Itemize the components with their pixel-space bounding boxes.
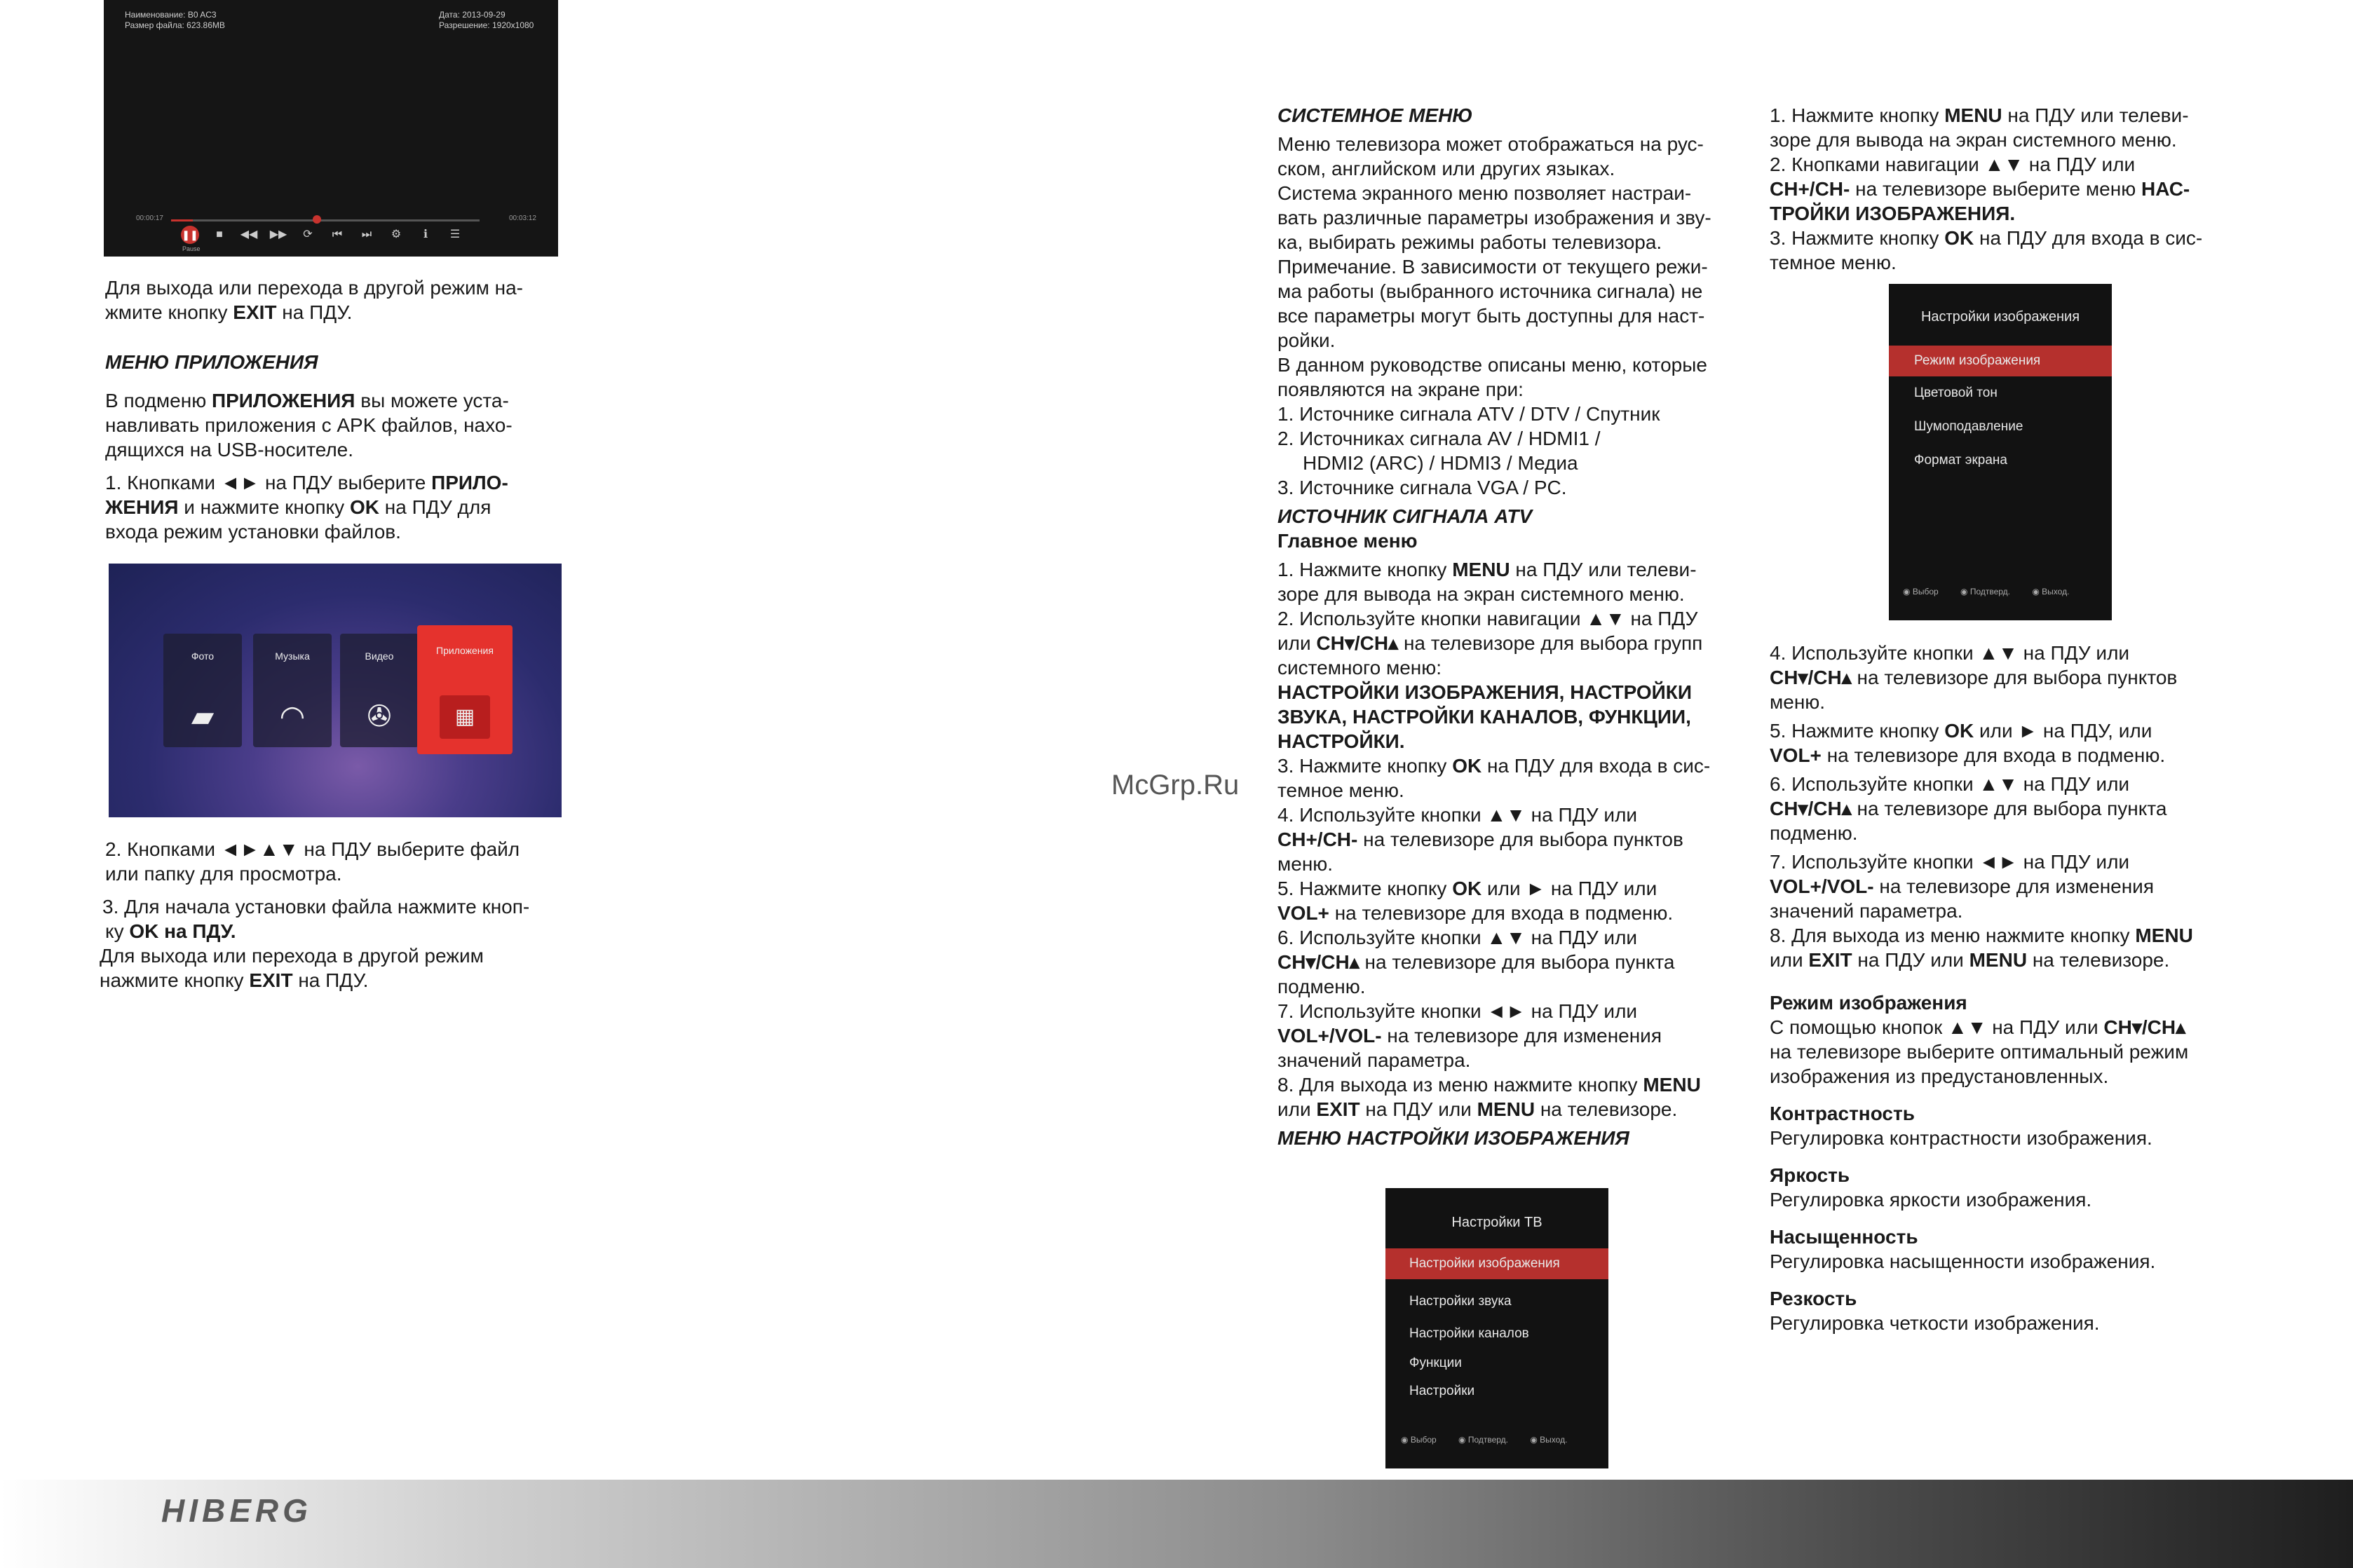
brightness-text: Регулировка яркости изображения. — [1770, 1189, 2092, 1211]
pic-step3-cont: темное меню. — [1770, 252, 1897, 273]
pic-step7: 7. Используйте кнопки ◄► на ПДУ или — [1770, 851, 2130, 873]
step1-line-c: входа режим установки файлов. — [105, 521, 401, 543]
pic-step5: 5. Нажмите кнопку OK или ► на ПДУ, или — [1770, 720, 2152, 742]
step3-line-b: ку OK на ПДУ. — [105, 920, 236, 942]
atv-step6-cont: подменю. — [1277, 976, 1366, 997]
pic-step1: 1. Нажмите кнопку MENU на ПДУ или телеви- — [1770, 104, 2189, 126]
atv-step2: 2. Используйте кнопки навигации ▲▼ на ПДУ — [1277, 608, 1698, 629]
atv-step3: 3. Нажмите кнопку OK на ПДУ для входа в сис- — [1277, 755, 1711, 777]
pic-step6: 6. Используйте кнопки ▲▼ на ПДУ или — [1770, 773, 2130, 795]
pic-step4: 4. Используйте кнопки ▲▼ на ПДУ или — [1770, 642, 2130, 664]
atv-step5-cont: VOL+ на телевизоре для входа в подменю. — [1277, 902, 1674, 924]
pic-step6-cont: подменю. — [1770, 822, 1858, 844]
sharpness-text: Регулировка четкости изображения. — [1770, 1312, 2100, 1334]
sys-text-line: ма работы (выбранного источника сигнала) не — [1277, 280, 1703, 302]
menu-footer — [1903, 587, 2089, 596]
heading-contrast: Контрастность — [1770, 1103, 1915, 1124]
atv-step4-cont: CH+/CH- на телевизоре для выбора пунктов — [1277, 829, 1683, 850]
heading-picture-mode: Режим изображения — [1770, 992, 1967, 1014]
heading-saturation: Насыщенность — [1770, 1226, 1918, 1248]
atv-step1: 1. Нажмите кнопку MENU на ПДУ или телеви- — [1277, 559, 1697, 580]
menu-item-picture-mode[interactable]: Режим изображения — [1889, 346, 2112, 376]
pic-step4-cont: CH▾/CH▴ на телевизоре для выбора пунктов — [1770, 667, 2178, 688]
settings-icon[interactable]: ⚙ — [391, 229, 402, 240]
step3-line-a: 3. Для начала установки файла нажмите кноп- — [102, 896, 530, 918]
apps-intro-line-b: навливать приложения с APK файлов, нахо- — [105, 414, 513, 436]
atv-step3-cont: темное меню. — [1277, 779, 1404, 801]
atv-step7-cont: VOL+/VOL- на телевизоре для изменения — [1277, 1025, 1662, 1047]
column-left — [105, 275, 582, 544]
tile-photo[interactable]: Фото ▰ — [163, 634, 242, 747]
atv-step8: 8. Для выхода из меню нажмите кнопку MENU — [1277, 1074, 1701, 1096]
step1-line-a: 1. Кнопками ◄► на ПДУ выберите ПРИЛО- — [105, 472, 508, 493]
heading-apps-menu: МЕНЮ ПРИЛОЖЕНИЯ — [105, 351, 318, 373]
pic-step3: 3. Нажмите кнопку OK на ПДУ для входа в сис- — [1770, 227, 2203, 249]
sys-text-line: ройки. — [1277, 329, 1336, 351]
sys-text-line: HDMI2 (ARC) / HDMI3 / Медиа — [1303, 452, 1578, 474]
sys-text-line: вать различные параметры изображения и зву- — [1277, 207, 1711, 229]
pause-label: Pause — [182, 245, 201, 252]
sys-text-line: Примечание. В зависимости от текущего режи- — [1277, 256, 1708, 278]
step2-line-b: или папку для просмотра. — [105, 863, 342, 885]
pic-step8-cont: или EXIT на ПДУ или MENU на телевизоре. — [1770, 949, 2170, 971]
pic-step6-cont: CH▾/CH▴ на телевизоре для выбора пункта — [1770, 798, 2167, 819]
file-resolution-line: Разрешение: 1920x1080 — [439, 20, 534, 30]
atv-step2-cont: системного меню: — [1277, 657, 1442, 679]
time-total: 00:03:12 — [509, 214, 536, 222]
footer-gradient-bar — [0, 1480, 2353, 1568]
atv-step1-cont: зоре для вывода на экран системного меню. — [1277, 583, 1685, 605]
pic-step7-cont: VOL+/VOL- на телевизоре для изменения — [1770, 875, 2154, 897]
tv-settings-menu-screenshot — [1385, 1188, 1608, 1468]
step1-line-b: ЖЕНИЯ и нажмите кнопку OK на ПДУ для — [105, 496, 491, 518]
menu-item-color-tone[interactable]: Цветовой тон — [1914, 386, 1998, 400]
menu-item-functions[interactable]: Функции — [1409, 1356, 1462, 1370]
heading-system-menu: СИСТЕМНОЕ МЕНЮ — [1277, 104, 1473, 126]
picture-mode-text: изображения из предустановленных. — [1770, 1065, 2109, 1087]
select-hint: ◉ Выбор — [1903, 587, 1939, 596]
progress-fill — [171, 219, 193, 221]
atv-step7-cont: значений параметра. — [1277, 1049, 1471, 1071]
pause-icon[interactable]: ❚❚ — [181, 226, 199, 244]
atv-step6: 6. Используйте кнопки ▲▼ на ПДУ или — [1277, 927, 1638, 948]
photo-icon: ▰ — [191, 700, 215, 732]
heading-brightness: Яркость — [1770, 1164, 1850, 1186]
atv-step2-groups: НАСТРОЙКИ. — [1277, 730, 1405, 752]
pic-step2-cont: CH+/CH- на телевизоре выберите меню НАС- — [1770, 178, 2190, 200]
sys-text-line: Система экранного меню позволяет настраи- — [1277, 182, 1692, 204]
list-icon[interactable]: ☰ — [449, 229, 461, 240]
pic-step2: 2. Кнопками навигации ▲▼ на ПДУ или — [1770, 154, 2136, 175]
column-middle — [1277, 103, 1754, 1150]
confirm-hint: ◉ Подтверд. — [1458, 1435, 1509, 1445]
heading-atv-source: ИСТОЧНИК СИГНАЛА ATV — [1277, 505, 1533, 527]
file-name-line: Наименование: B0 AC3 — [125, 10, 217, 20]
pic-step5-cont: VOL+ на телевизоре для входа в подменю. — [1770, 744, 2166, 766]
rewind-icon[interactable]: ◀◀ — [240, 229, 258, 240]
file-date-line: Дата: 2013-09-29 — [439, 10, 506, 20]
media-player-screenshot — [104, 0, 558, 257]
exit-note-2-line-a: Для выхода или перехода в другой режим — [100, 945, 484, 967]
picture-mode-text: на телевизоре выберите оптимальный режим — [1770, 1041, 2189, 1063]
heading-sharpness: Резкость — [1770, 1288, 1857, 1309]
pic-step1-cont: зоре для вывода на экран системного меню. — [1770, 129, 2177, 151]
player-controls — [181, 226, 545, 252]
menu-item-settings[interactable]: Настройки — [1409, 1384, 1475, 1398]
next-icon[interactable]: ⏭ — [361, 229, 372, 240]
sys-text-line: все параметры могут быть доступны для наст- — [1277, 305, 1705, 327]
apps-intro-line-a: В подменю ПРИЛОЖЕНИЯ вы можете уста- — [105, 390, 509, 411]
pic-step4-cont: меню. — [1770, 691, 1826, 713]
column-left-lower — [100, 837, 582, 993]
menu-item-noise-reduction[interactable]: Шумоподавление — [1914, 419, 2023, 434]
picture-settings-menu-screenshot — [1889, 284, 2112, 620]
sys-text-line: Меню телевизора может отображаться на рус- — [1277, 133, 1704, 155]
film-reel-icon: ✇ — [367, 700, 392, 732]
exit-note-1-line-a: Для выхода или перехода в другой режим на- — [105, 277, 523, 299]
menu-item-aspect-ratio[interactable]: Формат экрана — [1914, 453, 2007, 468]
file-size-line: Размер файла: 623.86MB — [125, 20, 225, 30]
menu-title: Настройки изображения — [1920, 309, 2080, 325]
heading-picture-settings-menu: МЕНЮ НАСТРОЙКИ ИЗОБРАЖЕНИЯ — [1277, 1127, 1629, 1149]
atv-step4: 4. Используйте кнопки ▲▼ на ПДУ или — [1277, 804, 1638, 826]
watermark: McGrp.Ru — [1111, 770, 1240, 800]
time-elapsed: 00:00:17 — [136, 214, 163, 222]
exit-note-1-line-b: жмите кнопку EXIT на ПДУ. — [105, 301, 353, 323]
applications-icon: ▦ — [440, 695, 490, 739]
forward-icon[interactable]: ▶▶ — [269, 229, 287, 240]
headphones-icon: ◠ — [279, 700, 306, 732]
sys-text-line: ском, английском или других языках. — [1277, 158, 1615, 179]
progress-bar[interactable] — [171, 219, 480, 221]
menu-item-sound-settings[interactable]: Настройки звука — [1409, 1294, 1512, 1309]
contrast-text: Регулировка контрастности изображения. — [1770, 1127, 2152, 1149]
progress-knob[interactable] — [313, 215, 321, 224]
brand-logo: HIBERG — [161, 1492, 312, 1529]
exit-note-2-line-b: нажмите кнопку EXIT на ПДУ. — [100, 969, 369, 991]
pic-step2-cont: ТРОЙКИ ИЗОБРАЖЕНИЯ. — [1770, 203, 2016, 224]
tile-applications[interactable]: Приложения ▦ — [417, 625, 513, 754]
column-right-top — [1770, 103, 2260, 275]
menu-footer — [1401, 1435, 1587, 1445]
column-right-bottom — [1770, 641, 2260, 1335]
tile-music[interactable]: Музыка ◠ — [253, 634, 332, 747]
previous-icon[interactable]: ⏮ — [332, 229, 343, 240]
sys-text-line: 2. Источниках сигнала AV / HDMI1 / — [1277, 428, 1601, 449]
atv-step4-cont: меню. — [1277, 853, 1334, 875]
repeat-icon[interactable]: ⟳ — [303, 229, 313, 240]
atv-step2-cont: или CH▾/CH▴ на телевизоре для выбора групп — [1277, 632, 1703, 654]
tile-video[interactable]: Видео ✇ — [340, 634, 419, 747]
atv-step5: 5. Нажмите кнопку OK или ► на ПДУ или — [1277, 878, 1657, 899]
atv-step2-groups: НАСТРОЙКИ ИЗОБРАЖЕНИЯ, НАСТРОЙКИ — [1277, 681, 1693, 703]
atv-step6-cont: CH▾/CH▴ на телевизоре для выбора пункта — [1277, 951, 1675, 973]
heading-main-menu: Главное меню — [1277, 530, 1418, 552]
stop-icon[interactable]: ■ — [216, 229, 223, 240]
apps-screen-screenshot — [109, 564, 562, 817]
sys-text-line: В данном руководстве описаны меню, которые — [1277, 354, 1707, 376]
sys-text-line: появляются на экране при: — [1277, 379, 1524, 400]
apps-intro-line-c: дящихся на USB-носителе. — [105, 439, 354, 461]
picture-mode-text: С помощью кнопок ▲▼ на ПДУ или CH▾/CH▴ — [1770, 1016, 2186, 1038]
atv-step7: 7. Используйте кнопки ◄► на ПДУ или — [1277, 1000, 1638, 1022]
sys-text-line: 1. Источнике сигнала ATV / DTV / Спутник — [1277, 403, 1660, 425]
pic-step7-cont: значений параметра. — [1770, 900, 1963, 922]
pic-step8: 8. Для выхода из меню нажмите кнопку MENU — [1770, 925, 2193, 946]
sys-text-line: 3. Источнике сигнала VGA / PC. — [1277, 477, 1567, 498]
menu-item-picture-settings[interactable]: Настройки изображения — [1385, 1248, 1608, 1279]
exit-hint: ◉ Выход. — [1530, 1435, 1568, 1445]
step2-line-a: 2. Кнопками ◄►▲▼ на ПДУ выберите файл — [105, 838, 520, 860]
menu-title: Настройки ТВ — [1451, 1215, 1542, 1230]
exit-hint: ◉ Выход. — [2032, 587, 2070, 596]
atv-step8-cont: или EXIT на ПДУ или MENU на телевизоре. — [1277, 1098, 1678, 1120]
sys-text-line: ка, выбирать режимы работы телевизора. — [1277, 231, 1662, 253]
saturation-text: Регулировка насыщенности изображения. — [1770, 1250, 2156, 1272]
select-hint: ◉ Выбор — [1401, 1435, 1437, 1445]
confirm-hint: ◉ Подтверд. — [1960, 587, 2011, 596]
menu-item-channel-settings[interactable]: Настройки каналов — [1409, 1326, 1529, 1341]
atv-step2-groups: ЗВУКА, НАСТРОЙКИ КАНАЛОВ, ФУНКЦИИ, — [1277, 706, 1691, 728]
info-icon[interactable]: ℹ — [423, 229, 428, 240]
